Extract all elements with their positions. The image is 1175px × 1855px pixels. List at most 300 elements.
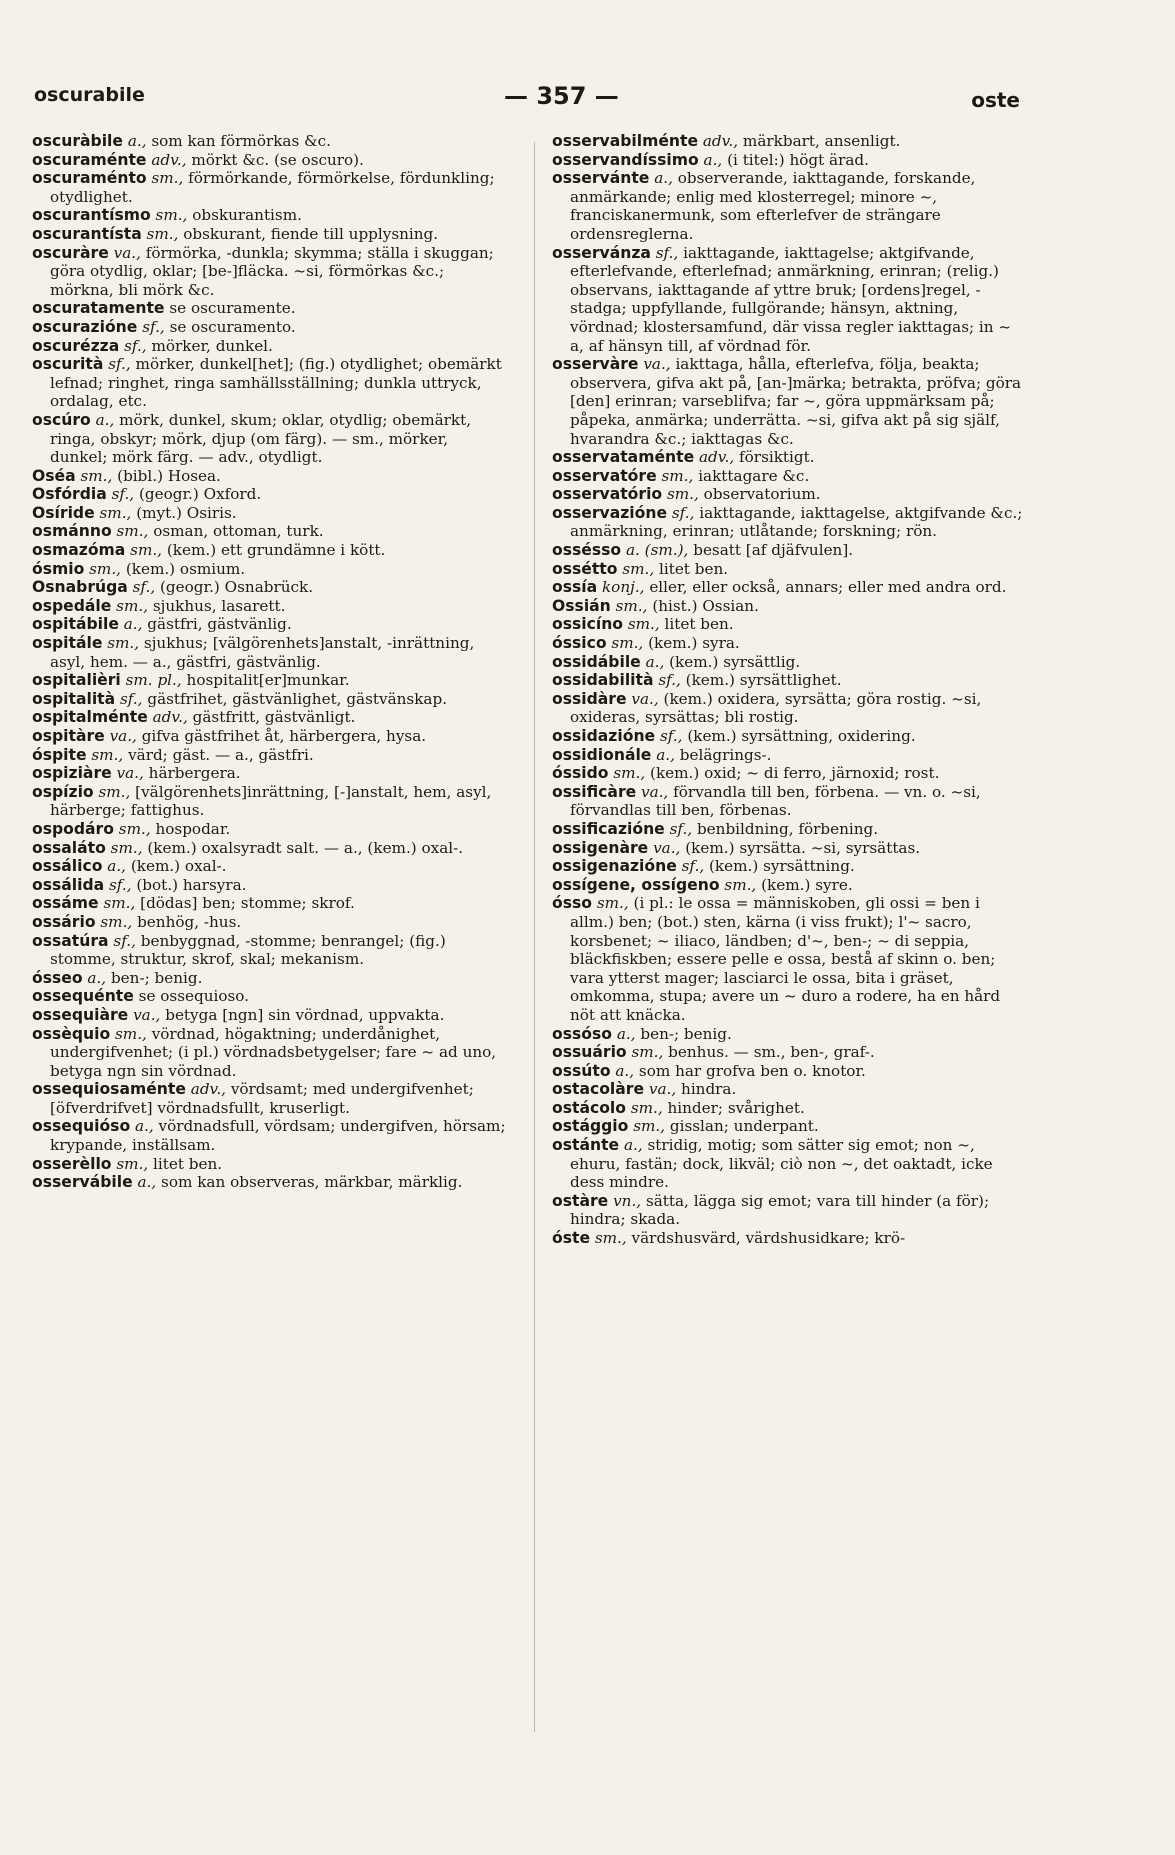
entry-definition: (bibl.) Hosea. (117, 466, 221, 485)
entry-definition: vördnadsfull, vördsam; undergifven, hörsam; krypande, inställsam. (50, 1117, 506, 1155)
entry-headword: osmánno (32, 522, 112, 541)
entry-definition: gästfri, gästvänlig. (147, 615, 292, 634)
entry-definition: (kem.) oxid; ~ di ferro, järnoxid; rost. (650, 764, 940, 783)
entry-definition: eller, eller också, annars; eller med andra ord. (649, 578, 1007, 597)
entry-definition: (hist.) Ossian. (652, 596, 759, 615)
entry-headword: ossificazióne (552, 819, 665, 838)
dictionary-entry (32, 876, 506, 895)
entry-headword: ospedále (32, 596, 112, 615)
entry-part-of-speech: sf., (659, 727, 683, 745)
entry-part-of-speech: sm., (100, 912, 133, 931)
entry-part-of-speech: adv., (699, 448, 735, 467)
entry-definition: iakttagande, iakttagelse, aktgifvande &c.; anmärkning, erinran; utlåtande; forskning; rön. (570, 503, 1023, 541)
dictionary-entry (552, 671, 1028, 690)
entry-part-of-speech: sm., (118, 819, 151, 838)
entry-headword: Oséa (32, 466, 76, 485)
entry-definition: hospodar. (155, 819, 231, 838)
dictionary-entry (32, 337, 506, 356)
entry-headword: ósmio (32, 559, 85, 578)
dictionary-entry (552, 485, 1028, 504)
entry-headword: ostacolàre (552, 1080, 645, 1099)
entry-headword: ostàre (552, 1191, 609, 1210)
dictionary-entry (552, 1062, 1028, 1081)
entry-part-of-speech: sf., (132, 578, 156, 597)
entry-headword: osservatóre (552, 466, 657, 485)
dictionary-entry (32, 299, 506, 318)
header-last-word: oste (971, 88, 1020, 112)
entry-headword: ossário (32, 912, 96, 931)
entry-headword: ossidazióne (552, 727, 656, 745)
right-column (552, 132, 1028, 1248)
dictionary-entry (552, 876, 1028, 895)
entry-part-of-speech: sm., (103, 894, 136, 913)
entry-part-of-speech: sf., (658, 671, 681, 690)
entry-headword: osservábile (32, 1173, 133, 1192)
dictionary-entry (552, 597, 1028, 616)
entry-headword: ostánte (552, 1136, 620, 1155)
entry-headword: ossequénte (32, 987, 134, 1006)
entry-part-of-speech: sm., (116, 522, 149, 541)
entry-headword: Osfórdia (32, 485, 107, 504)
dictionary-entry (552, 169, 1028, 243)
entry-part-of-speech: sm., (89, 559, 121, 578)
entry-definition: iakttagare &c. (698, 466, 810, 485)
entry-definition: [välgörenhets]inrättning, [-]anstalt, hem, asyl, härberge; fattighus. (50, 782, 492, 820)
entry-definition: (kem.) syrsättning, oxidering. (687, 727, 916, 745)
entry-definition: benhög, -hus. (137, 912, 242, 931)
entry-headword: ossidábile (552, 652, 641, 671)
entry-part-of-speech: sm., (110, 838, 143, 857)
entry-headword: ossétto (552, 559, 618, 578)
entry-headword: oscuràbile (32, 132, 123, 150)
entry-part-of-speech: a., (645, 652, 665, 671)
entry-definition: som kan observeras, märkbar, märklig. (161, 1173, 463, 1192)
dictionary-entry (552, 857, 1028, 876)
dictionary-entry (32, 820, 506, 839)
entry-headword: oscúro (32, 410, 91, 429)
entry-definition: (kem.) osmium. (125, 559, 246, 578)
entry-headword: ossificàre (552, 782, 637, 801)
entry-definition: litet ben. (659, 559, 729, 578)
entry-headword: ospitalièri (32, 671, 121, 690)
entry-definition: gifva gästfrihet åt, härbergera, hysa. (141, 727, 427, 745)
entry-headword: osservatório (552, 485, 663, 504)
entry-part-of-speech: a., (127, 132, 147, 150)
entry-headword: ospitábile (32, 615, 119, 634)
entry-headword: ossuário (552, 1043, 627, 1062)
entry-definition: mörk, dunkel, skum; oklar, otydlig; obemärkt, ringa, obskyr; mörk, djup (om färg). — sm., mörker, dunkel; mörk färg. — adv., otydligt. (50, 410, 472, 467)
entry-definition: se oscuramento. (169, 317, 296, 336)
entry-definition: besatt [af djäfvulen]. (693, 541, 854, 560)
entry-definition: hospitalit[er]munkar. (186, 671, 350, 690)
entry-definition: vördnad, högaktning; underdånighet, undergifvenhet; (i pl.) vördnadsbetygelser; fare ~ ad uno, betyga ngn sin vördnad. (50, 1024, 497, 1080)
entry-headword: oscuràre (32, 243, 109, 262)
entry-part-of-speech: sm., (615, 596, 648, 615)
entry-headword: osmazóma (32, 541, 126, 560)
dictionary-entry (32, 355, 506, 411)
dictionary-entry (32, 634, 506, 671)
entry-definition: (kem.) oxal-. (130, 857, 227, 876)
entry-part-of-speech: va., (653, 838, 681, 857)
entry-definition: sjukhus; [välgörenhets]anstalt, -inrättning, asyl, hem. — a., gästfri, gästvänlig. (50, 634, 475, 671)
entry-definition: ben-; benig. (640, 1024, 732, 1043)
entry-headword: Osíride (32, 503, 95, 522)
entry-definition: (i pl.: le ossa = människoben, gli ossi = ben i allm.) ben; (bot.) sten, kärna (i viss frukt); l'~ sacro, korsbenet; ~ iliaco, ländben; d'~, ben-; ~ di seppia, bläckfiskben; essere pelle e ossa, bestå af skinn o. ben; vara ytterst mager; lasciarci le ossa, bita i gräset, omkomma, stupa; avere un ~ duro a rodere, ha en hård nöt att knäcka. (570, 894, 1001, 1024)
entry-part-of-speech: sf., (671, 503, 695, 522)
entry-part-of-speech: a., (95, 410, 115, 429)
entry-part-of-speech: sm., (627, 615, 660, 634)
dictionary-entry (552, 504, 1028, 541)
left-column (32, 132, 506, 1192)
entry-part-of-speech: sm., (661, 466, 694, 485)
entry-headword: osservánza (552, 243, 651, 262)
entry-definition: värd; gäst. — a., gästfri. (128, 745, 314, 764)
entry-part-of-speech: sf., (142, 317, 165, 336)
entry-part-of-speech: a., (615, 1061, 635, 1080)
dictionary-entry (32, 541, 506, 560)
entry-definition: gästfrihet, gästvänlighet, gästvänskap. (147, 689, 448, 708)
dictionary-entry (32, 839, 506, 858)
dictionary-entry (32, 411, 506, 467)
entry-part-of-speech: sf., (113, 931, 136, 950)
entry-part-of-speech: sm. pl., (125, 671, 182, 690)
entry-definition: som har grofva ben o. knotor. (638, 1061, 866, 1080)
entry-part-of-speech: sm., (116, 1154, 149, 1173)
dictionary-entry (552, 1043, 1028, 1062)
entry-headword: óspite (32, 745, 87, 764)
entry-headword: ossidabilità (552, 671, 654, 690)
entry-definition: som kan förmörkas &c. (151, 132, 331, 150)
dictionary-entry (32, 671, 506, 690)
dictionary-entry (32, 485, 506, 504)
entry-headword: oscurézza (32, 336, 120, 355)
entry-definition: (i titel:) högt ärad. (727, 150, 869, 169)
dictionary-entry (32, 783, 506, 820)
entry-definition: försiktigt. (739, 448, 815, 467)
entry-part-of-speech: sm., (622, 559, 655, 578)
entry-headword: ospodáro (32, 819, 114, 838)
entry-part-of-speech: a., (656, 745, 675, 764)
dictionary-entry (32, 764, 506, 783)
entry-definition: sjukhus, lasarett. (152, 596, 286, 615)
entry-part-of-speech: sm., (91, 745, 124, 764)
entry-part-of-speech: va., (113, 243, 141, 262)
entry-part-of-speech: va., (109, 727, 137, 745)
entry-part-of-speech: va., (641, 782, 669, 801)
dictionary-entry (552, 634, 1028, 653)
page-header (34, 84, 1020, 118)
entry-headword: ossèquio (32, 1024, 111, 1043)
entry-definition: ben-; benig. (110, 968, 203, 987)
entry-headword: óssido (552, 764, 609, 783)
dictionary-entry (32, 857, 506, 876)
entry-definition: (kem.) syrsättlighet. (685, 671, 842, 690)
entry-headword: oscurazióne (32, 317, 138, 336)
dictionary-entry (32, 1155, 506, 1174)
entry-part-of-speech: adv., (702, 132, 739, 150)
entry-definition: obskurant, fiende till upplysning. (183, 224, 439, 243)
dictionary-entry (32, 690, 506, 709)
dictionary-entry (552, 1229, 1028, 1248)
entry-headword: ossigenazióne (552, 857, 677, 876)
entry-part-of-speech: sm., (155, 206, 188, 225)
dictionary-entry (552, 1136, 1028, 1192)
dictionary-entry (552, 355, 1028, 448)
dictionary-entry (32, 151, 506, 170)
entry-part-of-speech: sm., (630, 1098, 663, 1117)
dictionary-entry (32, 1006, 506, 1025)
entry-definition: (bot.) harsyra. (136, 875, 247, 894)
entry-part-of-speech: sm., (99, 503, 132, 522)
entry-definition: belägrings-. (679, 745, 772, 764)
entry-headword: ossálida (32, 875, 105, 894)
entry-definition: obskurantism. (192, 206, 302, 225)
entry-headword: osservánte (552, 169, 650, 188)
dictionary-entry (552, 1025, 1028, 1044)
entry-definition: se ossequioso. (138, 987, 249, 1006)
entry-part-of-speech: sm., (633, 1117, 666, 1136)
entry-headword: osservataménte (552, 448, 695, 467)
entry-headword: osservazióne (552, 503, 668, 522)
dictionary-entry (32, 1025, 506, 1081)
dictionary-entry (32, 522, 506, 541)
column-divider (534, 142, 535, 1732)
page-number: — 357 — (504, 82, 619, 110)
dictionary-entry (32, 467, 506, 486)
entry-headword: ostággio (552, 1117, 629, 1136)
entry-part-of-speech: sf., (109, 875, 132, 894)
entry-part-of-speech: va., (648, 1080, 677, 1099)
entry-definition: litet ben. (153, 1154, 223, 1173)
entry-headword: ospitàre (32, 727, 105, 745)
entry-part-of-speech: va., (643, 355, 671, 374)
entry-part-of-speech: sf., (119, 689, 143, 708)
entry-headword: Ossián (552, 596, 611, 615)
entry-headword: ospiziàre (32, 764, 112, 783)
dictionary-entry (552, 541, 1028, 560)
dictionary-entry (32, 932, 506, 969)
entry-part-of-speech: sf., (108, 355, 131, 374)
dictionary-entry (32, 987, 506, 1006)
entry-part-of-speech: vn., (613, 1191, 642, 1210)
entry-definition: mörker, dunkel. (151, 336, 273, 355)
dictionary-entry (552, 1117, 1028, 1136)
entry-definition: benhus. — sm., ben-, graf-. (668, 1043, 875, 1062)
entry-definition: förmörka, -dunkla; skymma; ställa i skuggan; göra otydlig, oklar; [be-]fläcka. ~si, förmörkas &c.; mörkna, bli mörk &c. (50, 243, 494, 299)
dictionary-entry (552, 690, 1028, 727)
entry-definition: värdshusvärd, värdshusidkare; krö- (631, 1229, 906, 1248)
entry-headword: ossaláto (32, 838, 106, 857)
entry-part-of-speech: a., (107, 857, 126, 876)
entry-headword: ossígene, ossígeno (552, 875, 720, 894)
entry-headword: Osnabrúga (32, 578, 128, 597)
entry-part-of-speech: a., (87, 968, 107, 987)
entry-part-of-speech: sm., (596, 894, 629, 913)
entry-part-of-speech: sm., (151, 169, 184, 188)
dictionary-entry (32, 894, 506, 913)
entry-headword: osservabilménte (552, 132, 699, 150)
entry-headword: ossóso (552, 1024, 612, 1043)
entry-part-of-speech: adv., (190, 1080, 226, 1099)
dictionary-entry (552, 894, 1028, 1024)
entry-definition: mörkt &c. (se oscuro). (191, 150, 364, 169)
entry-headword: ossésso (552, 541, 622, 560)
dictionary-entry (32, 578, 506, 597)
dictionary-entry (32, 132, 506, 151)
dictionary-entry (32, 708, 506, 727)
dictionary-entry (32, 318, 506, 337)
entry-headword: ossequiosaménte (32, 1080, 186, 1099)
dictionary-entry (552, 448, 1028, 467)
entry-definition: iakttaga, hålla, efterlefva, följa, beakta; observera, gifva akt på, [an-]märka; betrakta, pröfva; göra [den] erinran; varseblifva; far ~, göra uppmärksam på; påpeka, anmärka; underrätta. ~si, gifva akt på sig själf, hvarandra &c.; iakttagas &c. (570, 355, 1022, 448)
entry-headword: ossicíno (552, 615, 624, 634)
entry-headword: oscurantísmo (32, 206, 151, 225)
entry-definition: (kem.) syra. (648, 634, 740, 653)
entry-headword: ospitalménte (32, 708, 148, 727)
entry-definition: iakttagande, iakttagelse; aktgifvande, efterlefvande, efterlefnad; anmärkning, erinran; (relig.) observans, iakttagande af yttre bruk; [ordens]regel, -stadga; uppfyllande, fullgörande; hänsyn, aktning, vördnad; klostersamfund, där vissa regler iakttagas; in ~ a, af hänsyn till, af vördnad för. (570, 243, 1012, 355)
dictionary-entry (552, 244, 1028, 356)
entry-part-of-speech: adv., (151, 150, 187, 169)
entry-part-of-speech: a., (654, 169, 673, 188)
entry-part-of-speech: va., (116, 764, 144, 783)
entry-definition: gästfritt, gästvänligt. (192, 708, 356, 727)
entry-definition: se oscuramente. (169, 299, 296, 318)
entry-part-of-speech: sf., (669, 819, 693, 838)
entry-part-of-speech: adv., (152, 708, 188, 727)
dictionary-entry (552, 560, 1028, 579)
entry-headword: ossúto (552, 1061, 611, 1080)
entry-part-of-speech: va., (631, 689, 659, 708)
dictionary-entry (552, 839, 1028, 858)
entry-definition: (kem.) oxalsyradt salt. — a., (kem.) oxal-. (147, 838, 464, 857)
entry-definition: gisslan; underpant. (669, 1117, 819, 1136)
dictionary-entry (552, 746, 1028, 765)
dictionary-entry (32, 727, 506, 746)
entry-part-of-speech: va., (133, 1005, 161, 1024)
entry-part-of-speech: sm., (594, 1229, 627, 1248)
entry-definition: benbildning, förbening. (696, 819, 879, 838)
entry-part-of-speech: a., (623, 1136, 643, 1155)
entry-part-of-speech: sm., (666, 485, 699, 504)
entry-part-of-speech: a., (703, 150, 723, 169)
entry-part-of-speech: sm., (107, 634, 140, 653)
entry-headword: ospitalità (32, 689, 116, 708)
dictionary-entry (32, 244, 506, 300)
entry-definition: osman, ottoman, turk. (153, 522, 324, 541)
dictionary-entry (552, 1099, 1028, 1118)
dictionary-entry (32, 1173, 506, 1192)
entry-part-of-speech: sm., (80, 466, 113, 485)
entry-definition: betyga [ngn] sin vördnad, uppvakta. (165, 1005, 445, 1024)
dictionary-entry (32, 969, 506, 988)
dictionary-entry (552, 132, 1028, 151)
entry-part-of-speech: sf., (655, 243, 679, 262)
entry-definition: härbergera. (148, 764, 241, 783)
entry-definition: förmörkande, förmörkelse, fördunkling; otydlighet. (50, 169, 495, 206)
entry-part-of-speech: sm., (724, 875, 757, 894)
entry-headword: ossáme (32, 894, 99, 913)
entry-definition: (geogr.) Oxford. (138, 485, 262, 504)
entry-definition: hinder; svårighet. (667, 1098, 805, 1117)
entry-headword: ossequiàre (32, 1005, 129, 1024)
entry-definition: märkbart, ansenligt. (742, 132, 901, 150)
entry-part-of-speech: sm., (115, 1024, 147, 1043)
dictionary-entry (552, 1192, 1028, 1229)
entry-definition: (kem.) ett grundämne i kött. (166, 541, 386, 560)
dictionary-entry (32, 1117, 506, 1154)
entry-headword: oscuraménto (32, 169, 147, 188)
entry-definition: (kem.) syre. (761, 875, 853, 894)
entry-part-of-speech: sm., (116, 596, 149, 615)
entry-definition: sätta, lägga sig emot; vara till hinder (a för); hindra; skada. (570, 1191, 990, 1229)
entry-definition: (myt.) Osiris. (136, 503, 237, 522)
dictionary-entry (552, 578, 1028, 597)
entry-part-of-speech: sm., (130, 541, 163, 560)
dictionary-entry (552, 151, 1028, 170)
entry-headword: óssico (552, 634, 607, 653)
entry-headword: ossatúra (32, 931, 109, 950)
entry-headword: óste (552, 1229, 591, 1248)
entry-definition: förvandla till ben, förbena. — vn. o. ~si, förvandlas till ben, förbenas. (570, 782, 981, 820)
entry-definition: observerande, iakttagande, forskande, anmärkande; enlig med klosterregel; minore ~, franciskanermunk, som efterlefver de strängare ordensreglerna. (570, 169, 976, 243)
dictionary-entry (552, 467, 1028, 486)
entry-part-of-speech: sf., (124, 336, 147, 355)
entry-definition: mörker, dunkel[het]; (fig.) otydlighet; obemärkt lefnad; ringhet, ringa samhällsställning; dunkla uttryck, ordalag, etc. (50, 355, 502, 411)
entry-headword: ósso (552, 894, 592, 913)
dictionary-entry (32, 225, 506, 244)
header-first-word: oscurabile (34, 84, 145, 106)
dictionary-entry (552, 653, 1028, 672)
entry-headword: ossálico (32, 857, 103, 876)
entry-headword: osserèllo (32, 1154, 112, 1173)
entry-headword: ossigenàre (552, 838, 649, 857)
entry-part-of-speech: a., (137, 1173, 157, 1192)
entry-headword: osservandíssimo (552, 150, 699, 169)
entry-headword: ostácolo (552, 1098, 626, 1117)
entry-part-of-speech: a., (616, 1024, 636, 1043)
entry-headword: ossidàre (552, 689, 627, 708)
entry-headword: oscurantísta (32, 224, 142, 243)
dictionary-entry (32, 597, 506, 616)
entry-headword: ossidionále (552, 745, 652, 764)
entry-part-of-speech: a., (123, 615, 143, 634)
dictionary-entry (32, 560, 506, 579)
entry-definition: benbyggnad, -stomme; benrangel; (fig.) stomme, struktur, skrof, skal; mekanism. (50, 931, 446, 969)
entry-headword: ospitále (32, 634, 103, 653)
dictionary-entry (32, 746, 506, 765)
entry-part-of-speech: a., (135, 1117, 154, 1136)
entry-definition: (kem.) syrsätta. ~si, syrsättas. (685, 838, 921, 857)
dictionary-entry (32, 1080, 506, 1117)
dictionary-entry (32, 615, 506, 634)
entry-part-of-speech: sm., (611, 634, 644, 653)
dictionary-entry (552, 727, 1028, 746)
dictionary-entry (552, 615, 1028, 634)
entry-headword: oscurità (32, 355, 104, 374)
entry-part-of-speech: sf., (681, 857, 705, 876)
entry-definition: vördsamt; med undergifvenhet; [öfverdrifvet] vördnadsfullt, kruserligt. (50, 1080, 474, 1117)
entry-definition: litet ben. (664, 615, 734, 634)
entry-headword: ossía (552, 578, 598, 597)
entry-headword: ospízio (32, 782, 94, 801)
entry-definition: (kem.) syrsättlig. (669, 652, 801, 671)
entry-part-of-speech: sm., (98, 782, 131, 801)
entry-definition: (geogr.) Osnabrück. (160, 578, 314, 597)
entry-part-of-speech: sm., (613, 764, 646, 783)
entry-part-of-speech: sf., (111, 485, 135, 504)
dictionary-entry (552, 1080, 1028, 1099)
entry-definition: [dödas] ben; stomme; skrof. (140, 894, 355, 913)
